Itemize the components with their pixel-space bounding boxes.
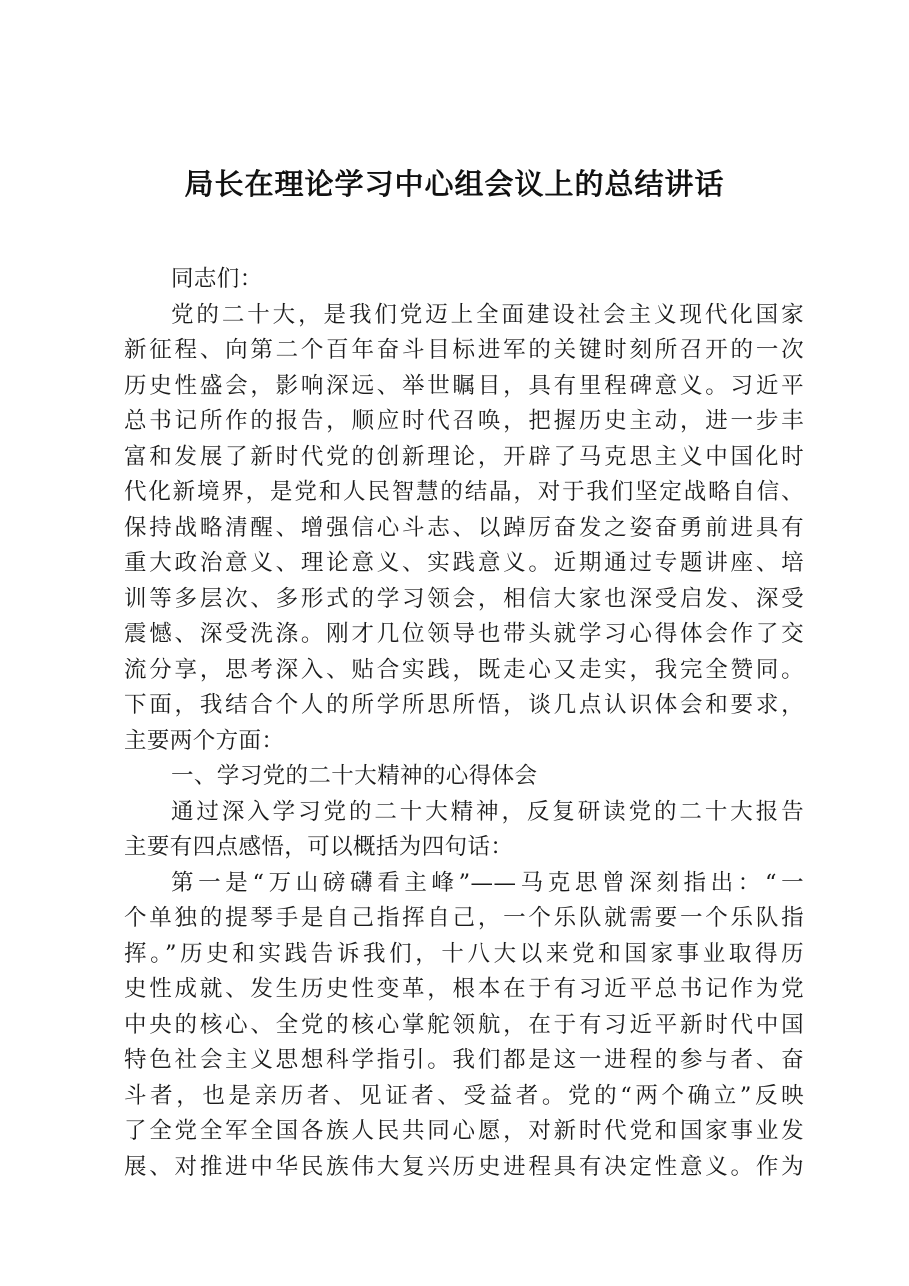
paragraph-line: 个单独的提琴手是自己指挥自己，一个乐队就需要一个乐队指 — [124, 905, 804, 931]
paragraph-line: 第一是“万山磅礴看主峰”——马克思曾深刻指出：“一 — [171, 869, 804, 896]
paragraph-line: 史性成就、发生历史性变革，根本在于有习近平总书记作为党 — [124, 976, 804, 1002]
paragraph-line: 中央的核心、全党的核心掌舵领航，在于有习近平新时代中国 — [124, 1011, 804, 1038]
paragraph-line: 下面，我结合个人的所学所思所悟，谈几点认识体会和要求， — [124, 692, 804, 718]
paragraph-line: 一、学习党的二十大精神的心得体会 — [171, 763, 538, 789]
document-body — [124, 262, 804, 1185]
paragraph-line: 历史性盛会，影响深远、举世瞩目，具有里程碑意义。习近平 — [124, 372, 804, 399]
paragraph-line: 斗者，也是亲历者、见证者、受益者。党的“两个确立”反映 — [124, 1082, 804, 1109]
paragraph-line: 主要有四点感悟，可以概括为四句话： — [124, 834, 514, 860]
paragraph-line: 重大政治意义、理论意义、实践意义。近期通过专题讲座、培 — [124, 550, 804, 576]
paragraph-line: 同志们： — [171, 266, 263, 292]
paragraph-line: 展、对推进中华民族伟大复兴历史进程具有决定性意义。作为 — [124, 1153, 804, 1180]
paragraph-line: 流分享，思考深入、贴合实践，既走心又走实，我完全赞同。 — [124, 656, 804, 683]
paragraph-line: 代化新境界，是党和人民智慧的结晶，对于我们坚定战略自信、 — [124, 479, 804, 505]
paragraph-line: 新征程、向第二个百年奋斗目标进军的关键时刻所召开的一次 — [124, 337, 804, 363]
paragraph-line: 富和发展了新时代党的创新理论，开辟了马克思主义中国化时 — [124, 443, 804, 470]
paragraph-line: 震憾、深受洗涤。刚才几位领导也带头就学习心得体会作了交 — [124, 621, 804, 647]
paragraph-line: 党的二十大，是我们党迈上全面建设社会主义现代化国家 — [171, 301, 804, 328]
paragraph-line: 了全党全军全国各族人民共同心愿，对新时代党和国家事业发 — [124, 1118, 804, 1144]
paragraph-line: 训等多层次、多形式的学习领会，相信大家也深受启发、深受 — [124, 585, 804, 612]
paragraph-line: 主要两个方面： — [124, 727, 285, 754]
paragraph-line: 挥。”历史和实践告诉我们，十八大以来党和国家事业取得历 — [124, 940, 804, 967]
paragraph-line: 总书记所作的报告，顺应时代召唤，把握历史主动，进一步丰 — [124, 408, 804, 434]
paragraph-line: 通过深入学习党的二十大精神，反复研读党的二十大报告 — [171, 798, 804, 825]
document-title: 局长在理论学习中心组会议上的总结讲话 — [184, 167, 725, 201]
paragraph-line: 特色社会主义思想科学指引。我们都是这一进程的参与者、奋 — [124, 1047, 804, 1073]
paragraph-line: 保持战略清醒、增强信心斗志、以踔厉奋发之姿奋勇前进具有 — [124, 514, 804, 541]
